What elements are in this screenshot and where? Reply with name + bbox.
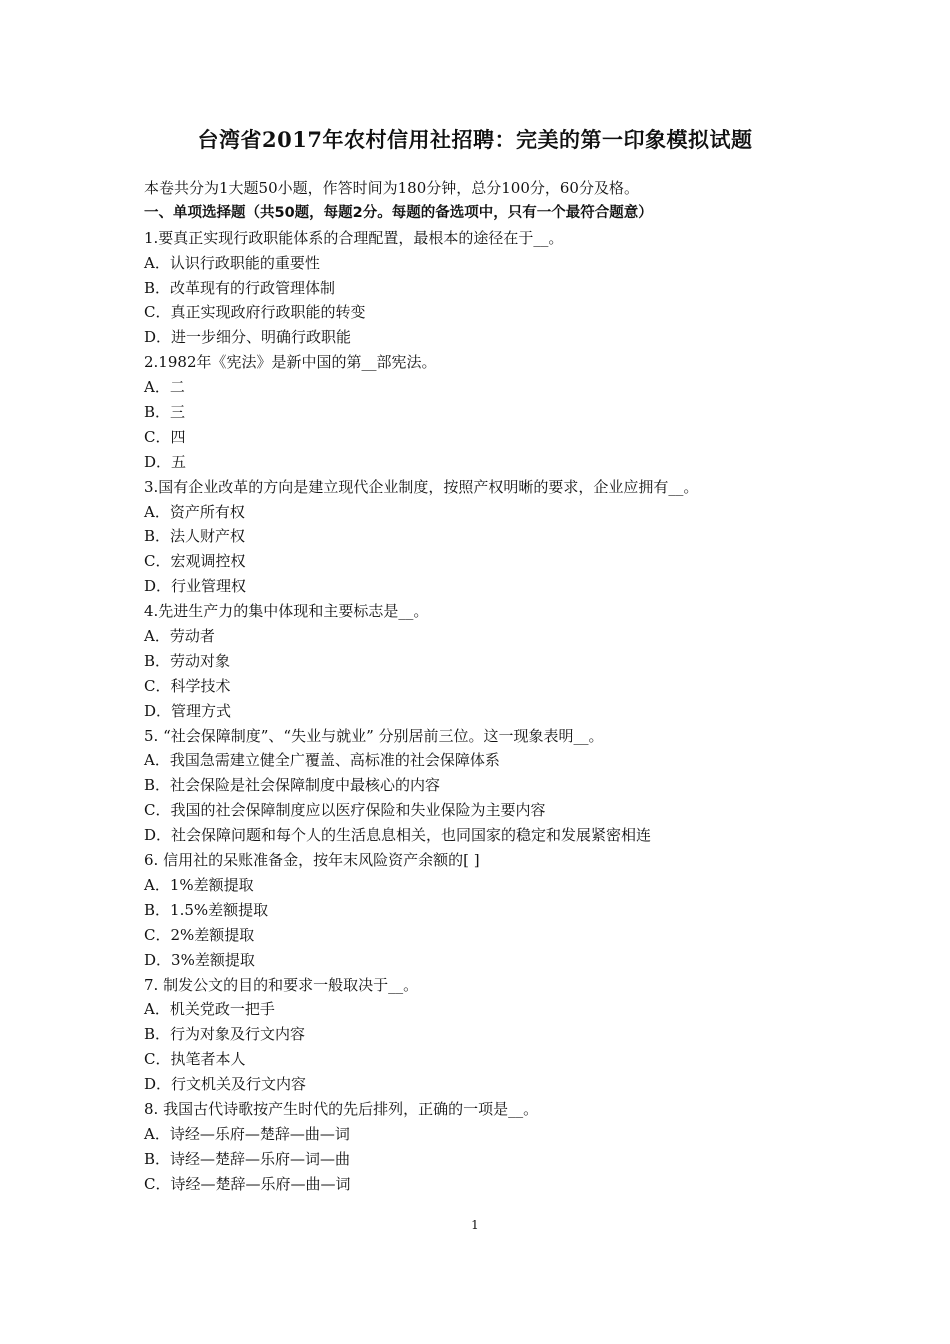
answer-option: B．三	[144, 403, 186, 422]
answer-option: B．社会保险是社会保障制度中最核心的内容	[144, 776, 441, 795]
answer-option: A．劳动者	[144, 627, 215, 646]
answer-option: B．改革现有的行政管理体制	[144, 278, 336, 297]
answer-option: C．真正实现政府行政职能的转变	[144, 303, 366, 322]
question-text: 5. “社会保障制度”、“失业与就业” 分别居前三位。这一现象表明__。	[144, 726, 604, 745]
answer-option: D．管理方式	[144, 701, 232, 720]
answer-option: C．宏观调控权	[144, 552, 246, 571]
answer-option: A．诗经—乐府—楚辞—曲—词	[144, 1124, 350, 1143]
question-text: 3.国有企业改革的方向是建立现代企业制度，按照产权明晰的要求，企业应拥有__。	[144, 477, 699, 496]
page-title: 台湾省2017年农村信用社招聘：完美的第一印象模拟试题	[197, 127, 753, 152]
question-text: 2.1982年《宪法》是新中国的第__部宪法。	[144, 353, 437, 372]
answer-option: D．社会保障问题和每个人的生活息息相关，也同国家的稳定和发展紧密相连	[144, 826, 652, 845]
section-heading: 一、单项选择题（共50题，每题2分。每题的备选项中，只有一个最符合题意）	[144, 204, 653, 221]
answer-option: B．劳动对象	[144, 651, 231, 670]
question-text: 7. 制发公文的目的和要求一般取决于__。	[144, 975, 419, 994]
intro-text: 本卷共分为1大题50小题，作答时间为180分钟，总分100分，60分及格。	[144, 179, 639, 197]
answer-option: D．五	[144, 452, 187, 471]
answer-option: B．法人财产权	[144, 527, 246, 546]
question-list	[144, 226, 824, 1197]
question-text: 1.要真正实现行政职能体系的合理配置，最根本的途径在于__。	[144, 228, 564, 247]
answer-option: D．行文机关及行文内容	[144, 1075, 307, 1094]
answer-option: A．二	[144, 378, 185, 397]
answer-option: C．2%差额提取	[144, 925, 255, 944]
answer-option: B．行为对象及行文内容	[144, 1025, 306, 1044]
question-text: 8. 我国古代诗歌按产生时代的先后排列，正确的一项是__。	[144, 1099, 539, 1118]
answer-option: C．执笔者本人	[144, 1050, 246, 1069]
page-number: 1	[471, 1218, 479, 1232]
answer-option: A．1%差额提取	[144, 875, 254, 894]
answer-option: A．资产所有权	[144, 502, 245, 521]
question-text: 6. 信用社的呆账准备金，按年末风险资产余额的[ ]	[144, 851, 480, 870]
answer-option: D．3%差额提取	[144, 950, 255, 969]
answer-option: D．进一步细分、明确行政职能	[144, 328, 352, 347]
document-body	[144, 176, 824, 1197]
answer-option: B．1.5%差额提取	[144, 900, 269, 919]
answer-option: C．科学技术	[144, 676, 231, 695]
answer-option: A．我国急需建立健全广覆盖、高标准的社会保障体系	[144, 751, 500, 770]
question-text: 4.先进生产力的集中体现和主要标志是__。	[144, 602, 429, 621]
answer-option: C．我国的社会保障制度应以医疗保险和失业保险为主要内容	[144, 801, 546, 820]
answer-option: A．认识行政职能的重要性	[144, 253, 320, 272]
answer-option: B．诗经—楚辞—乐府—词—曲	[144, 1149, 351, 1168]
answer-option: D．行业管理权	[144, 577, 247, 596]
answer-option: A．机关党政一把手	[144, 1000, 275, 1019]
answer-option: C．诗经—楚辞—乐府—曲—词	[144, 1174, 351, 1193]
answer-option: C．四	[144, 427, 186, 446]
